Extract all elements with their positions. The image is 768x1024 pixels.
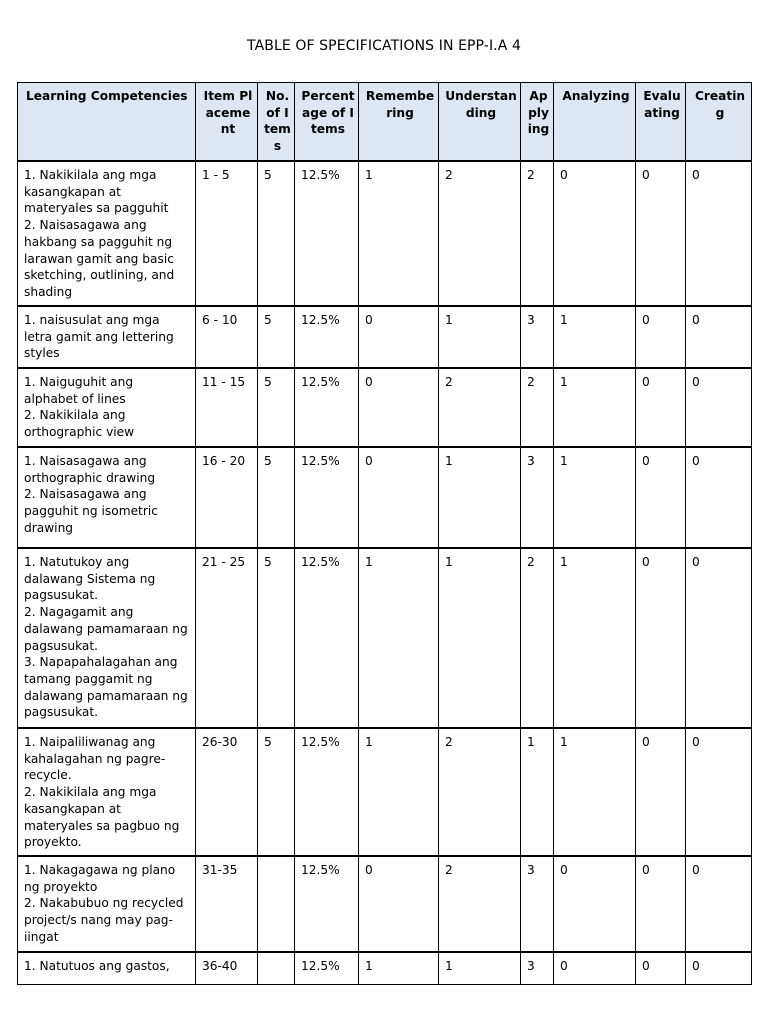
understanding-cell: 2	[439, 161, 521, 306]
competency-item: 2. Nagagamit ang dalawang pamamaraan ng pagsusukat.	[24, 605, 188, 653]
competency-item: 3. Napapahalagahan ang tamang paggamit ng dalawang pamamaraan ng pagsusukat.	[24, 655, 188, 720]
creating-cell: 0	[686, 856, 752, 952]
item-placement-cell: 36-40	[196, 952, 258, 984]
analyzing-cell: 1	[554, 447, 636, 548]
evaluating-cell: 0	[636, 856, 686, 952]
remembering-cell: 1	[359, 548, 439, 728]
competencies-cell	[18, 306, 196, 368]
table-row	[18, 447, 752, 548]
percentage-cell: 12.5%	[295, 447, 359, 548]
applying-cell: 2	[521, 548, 554, 728]
creating-cell: 0	[686, 161, 752, 306]
competencies-cell	[18, 447, 196, 548]
competency-item: 2. Nakikilala ang mga kasangkapan at materyales sa pagbuo ng proyekto.	[24, 785, 180, 850]
no-of-items-cell: 5	[258, 306, 295, 368]
table-row	[18, 161, 752, 306]
percentage-cell: 12.5%	[295, 952, 359, 984]
competency-item: 1. Naiguguhit ang alphabet of lines	[24, 375, 134, 406]
header-understanding: Understanding	[439, 83, 521, 162]
percentage-cell: 12.5%	[295, 728, 359, 856]
competency-item: 1. Nakagagawa ng plano ng proyekto	[24, 863, 176, 894]
table-row	[18, 952, 752, 984]
no-of-items-cell: 5	[258, 728, 295, 856]
item-placement-cell: 26-30	[196, 728, 258, 856]
evaluating-cell: 0	[636, 728, 686, 856]
percentage-cell: 12.5%	[295, 856, 359, 952]
competency-item: 2. Naisasagawa ang pagguhit ng isometric drawing	[24, 487, 158, 535]
competency-item: 2. Nakikilala ang orthographic view	[24, 408, 135, 440]
creating-cell: 0	[686, 728, 752, 856]
creating-cell: 0	[686, 548, 752, 728]
no-of-items-cell	[258, 952, 295, 984]
analyzing-cell: 1	[554, 728, 636, 856]
competencies-cell	[18, 728, 196, 856]
applying-cell: 3	[521, 306, 554, 368]
header-item-placement: Item Placement	[196, 83, 258, 162]
understanding-cell: 1	[439, 306, 521, 368]
understanding-cell: 2	[439, 856, 521, 952]
table-row	[18, 728, 752, 856]
header-creating: Creating	[686, 83, 752, 162]
header-analyzing: Analyzing	[554, 83, 636, 162]
applying-cell: 3	[521, 447, 554, 548]
remembering-cell: 0	[359, 856, 439, 952]
understanding-cell: 1	[439, 447, 521, 548]
no-of-items-cell: 5	[258, 548, 295, 728]
item-placement-cell: 31-35	[196, 856, 258, 952]
creating-cell: 0	[686, 952, 752, 984]
understanding-cell: 1	[439, 952, 521, 984]
table-header	[18, 83, 752, 162]
competency-item: 2. Naisasagawa ang hakbang sa pagguhit ng larawan gamit ang basic sketching, outlining, and shading	[24, 218, 175, 299]
applying-cell: 3	[521, 952, 554, 984]
competencies-cell	[18, 856, 196, 952]
evaluating-cell: 0	[636, 447, 686, 548]
item-placement-cell: 16 - 20	[196, 447, 258, 548]
analyzing-cell: 0	[554, 856, 636, 952]
competency-item: 1. naisusulat ang mga letra gamit ang lettering styles	[24, 313, 174, 361]
evaluating-cell: 0	[636, 161, 686, 306]
creating-cell: 0	[686, 368, 752, 447]
understanding-cell: 2	[439, 368, 521, 447]
competency-item: 1. Natutuos ang gastos,	[24, 959, 170, 973]
item-placement-cell: 6 - 10	[196, 306, 258, 368]
header-row	[18, 83, 752, 162]
table-row	[18, 368, 752, 447]
competencies-cell	[18, 548, 196, 728]
table-row	[18, 856, 752, 952]
competency-item: 1. Natutukoy ang dalawang Sistema ng pagsusukat.	[24, 555, 156, 603]
analyzing-cell: 0	[554, 161, 636, 306]
item-placement-cell: 21 - 25	[196, 548, 258, 728]
remembering-cell: 1	[359, 161, 439, 306]
applying-cell: 3	[521, 856, 554, 952]
competency-item: 1. Nakikilala ang mga kasangkapan at materyales sa pagguhit	[24, 168, 169, 216]
creating-cell: 0	[686, 447, 752, 548]
percentage-cell: 12.5%	[295, 548, 359, 728]
remembering-cell: 0	[359, 368, 439, 447]
no-of-items-cell: 5	[258, 368, 295, 447]
understanding-cell: 2	[439, 728, 521, 856]
evaluating-cell: 0	[636, 548, 686, 728]
remembering-cell: 1	[359, 728, 439, 856]
header-no-of-items: No. of Items	[258, 83, 295, 162]
header-applying: Applying	[521, 83, 554, 162]
no-of-items-cell: 5	[258, 447, 295, 548]
no-of-items-cell	[258, 856, 295, 952]
applying-cell: 2	[521, 161, 554, 306]
item-placement-cell: 1 - 5	[196, 161, 258, 306]
no-of-items-cell: 5	[258, 161, 295, 306]
header-percentage: Percentage of Items	[295, 83, 359, 162]
understanding-cell: 1	[439, 548, 521, 728]
competency-item: 1. Naipaliliwanag ang kahalagahan ng pagre-recycle.	[24, 735, 166, 783]
document-title: TABLE OF SPECIFICATIONS IN EPP-I.A 4	[247, 38, 521, 54]
evaluating-cell: 0	[636, 952, 686, 984]
header-learning-competencies: Learning Competencies	[18, 83, 196, 162]
evaluating-cell: 0	[636, 368, 686, 447]
analyzing-cell: 1	[554, 548, 636, 728]
evaluating-cell: 0	[636, 306, 686, 368]
percentage-cell: 12.5%	[295, 368, 359, 447]
specifications-table	[17, 82, 752, 985]
applying-cell: 2	[521, 368, 554, 447]
remembering-cell: 1	[359, 952, 439, 984]
percentage-cell: 12.5%	[295, 306, 359, 368]
header-remembering: Remembering	[359, 83, 439, 162]
analyzing-cell: 1	[554, 368, 636, 447]
competencies-cell	[18, 161, 196, 306]
remembering-cell: 0	[359, 306, 439, 368]
table-row	[18, 548, 752, 728]
competencies-cell	[18, 952, 196, 984]
table-row	[18, 306, 752, 368]
table-body	[18, 161, 752, 984]
competency-item: 2. Nakabubuo ng recycled project/s nang may pag-iingat	[24, 896, 184, 944]
percentage-cell: 12.5%	[295, 161, 359, 306]
competencies-cell	[18, 368, 196, 447]
creating-cell: 0	[686, 306, 752, 368]
remembering-cell: 0	[359, 447, 439, 548]
applying-cell: 1	[521, 728, 554, 856]
analyzing-cell: 1	[554, 306, 636, 368]
header-evaluating: Evaluating	[636, 83, 686, 162]
analyzing-cell: 0	[554, 952, 636, 984]
item-placement-cell: 11 - 15	[196, 368, 258, 447]
competency-item: 1. Naisasagawa ang orthographic drawing	[24, 454, 156, 485]
